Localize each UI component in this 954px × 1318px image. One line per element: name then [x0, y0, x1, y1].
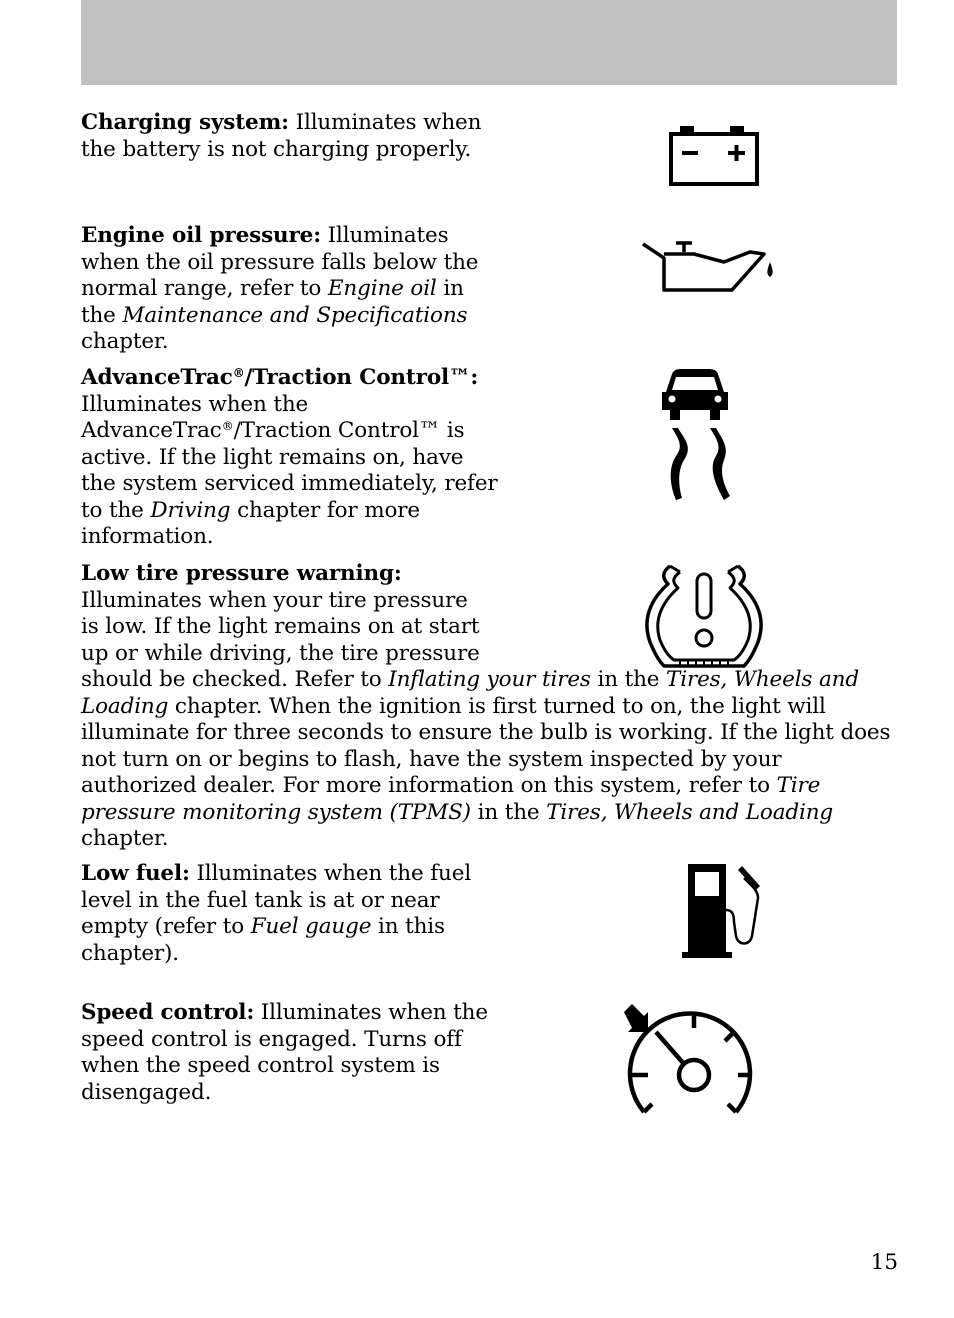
speed-heading: Speed control: [81, 1000, 255, 1025]
charging-system-entry [81, 110, 499, 163]
low-fuel-entry: Low fuel: Illuminates when the fuel level in the fuel tank is at or near empty (refer to Fuel gauge in this chapter). [81, 861, 472, 966]
traction-heading: AdvanceTrac®/Traction Control™: [81, 365, 479, 390]
tire-heading: Low tire pressure warning: [81, 561, 402, 586]
speed-control-icon [618, 1000, 760, 1124]
fuel-heading: Low fuel: [81, 861, 190, 886]
battery-icon [668, 124, 760, 188]
traction-control-icon [658, 366, 734, 506]
oil-pressure-entry: Engine oil pressure: Illuminates when the oil pressure falls below the normal range, refer to Engine oil in the Maintenance and Specifications chapter. [81, 223, 479, 354]
charging-text: Illuminates when the battery is not charging properly. [81, 110, 482, 162]
speed-control-entry: Speed control: Illuminates when the speed control is engaged. Turns off when the speed control system is disengaged. [81, 1000, 488, 1105]
tire-pressure-entry: Low tire pressure warning: Illuminates when your tire pressure is low. If the light remains on at start up or while driving, the tire pressure should be checked. Refer to Inflating your tires in the Tires, Wheels and Loading chapter. When the ignition is first turned to on, the light will illuminate for three seconds to ensure the bulb is working. If the light does not turn on or begins to flash, have the system inspected by your authorized dealer. For more information on this system, refer to Tire pressure monitoring system (TPMS) in the Tires, Wheels and Loading chapter. [81, 561, 891, 851]
tire-pressure-icon [640, 562, 768, 676]
header-bar [81, 0, 897, 85]
oil-can-icon [640, 238, 778, 296]
charging-heading: Charging system: [81, 110, 289, 135]
oil-heading: Engine oil pressure: [81, 223, 321, 248]
fuel-pump-icon [680, 862, 764, 960]
page-number: 15 [870, 1250, 898, 1275]
traction-control-entry: AdvanceTrac®/Traction Control™: Illuminates when the AdvanceTrac®/Traction Control™ is active. If the light remains on, have the system serviced immediately, refer to the Driving chapter for more information. [81, 365, 498, 549]
